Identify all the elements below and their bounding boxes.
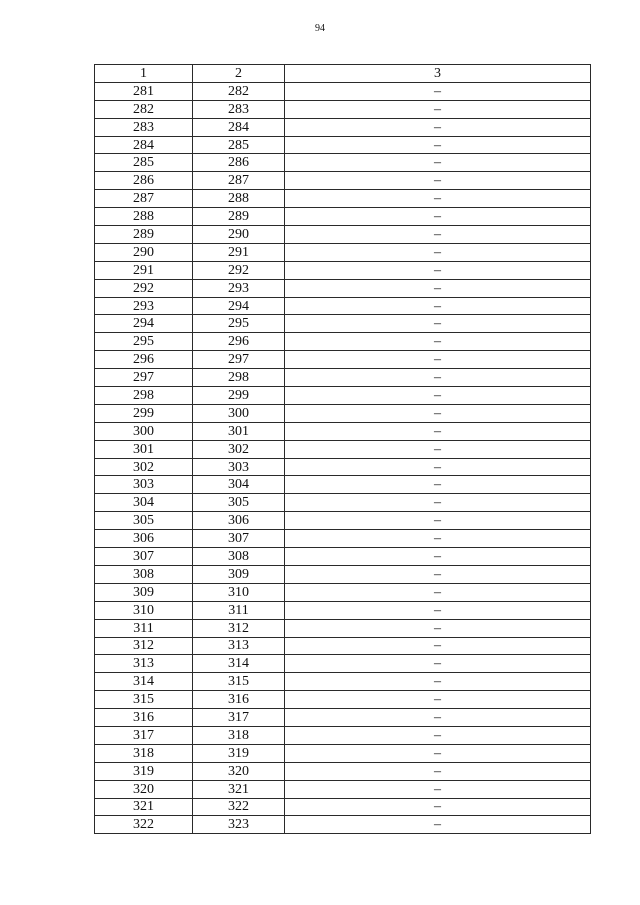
table-cell-col-2: 305 bbox=[193, 494, 285, 512]
table-cell-col-1: 322 bbox=[95, 816, 193, 834]
table-cell-col-2: 318 bbox=[193, 726, 285, 744]
table-cell-col-2: 300 bbox=[193, 404, 285, 422]
table-cell-col-3: – bbox=[285, 637, 591, 655]
table-cell-col-3: – bbox=[285, 709, 591, 727]
table-row bbox=[95, 315, 591, 333]
table-cell-col-2: 317 bbox=[193, 709, 285, 727]
table-row bbox=[95, 100, 591, 118]
table-row bbox=[95, 816, 591, 834]
table-cell-col-1: 318 bbox=[95, 744, 193, 762]
table-cell-col-3: – bbox=[285, 82, 591, 100]
table-cell-col-3: – bbox=[285, 333, 591, 351]
table-cell-col-2: 299 bbox=[193, 387, 285, 405]
table-cell-col-2: 286 bbox=[193, 154, 285, 172]
table-row bbox=[95, 440, 591, 458]
table-cell-col-2: 310 bbox=[193, 583, 285, 601]
table-cell-col-3: – bbox=[285, 798, 591, 816]
table-cell-col-1: 297 bbox=[95, 369, 193, 387]
table-cell-col-2: 319 bbox=[193, 744, 285, 762]
table-cell-col-3: – bbox=[285, 279, 591, 297]
table-cell-col-1: 299 bbox=[95, 404, 193, 422]
table-cell-col-2: 296 bbox=[193, 333, 285, 351]
table-cell-col-1: 292 bbox=[95, 279, 193, 297]
table-row bbox=[95, 279, 591, 297]
table-cell-col-2: 291 bbox=[193, 243, 285, 261]
table-cell-col-3: – bbox=[285, 190, 591, 208]
table-cell-col-1: 295 bbox=[95, 333, 193, 351]
table-cell-col-3: – bbox=[285, 100, 591, 118]
table-cell-col-1: 306 bbox=[95, 530, 193, 548]
table-cell-col-1: 281 bbox=[95, 82, 193, 100]
table-cell-col-3: – bbox=[285, 261, 591, 279]
table-cell-col-3: – bbox=[285, 154, 591, 172]
table-cell-col-3: – bbox=[285, 726, 591, 744]
table-cell-col-1: 311 bbox=[95, 619, 193, 637]
table-cell-col-2: 309 bbox=[193, 565, 285, 583]
table-row bbox=[95, 673, 591, 691]
table-cell-col-3: – bbox=[285, 601, 591, 619]
table-cell-col-3: – bbox=[285, 816, 591, 834]
table-cell-col-2: 316 bbox=[193, 691, 285, 709]
table-cell-col-1: 309 bbox=[95, 583, 193, 601]
table-cell-col-3: – bbox=[285, 404, 591, 422]
table-cell-col-2: 295 bbox=[193, 315, 285, 333]
table-cell-col-2: 290 bbox=[193, 226, 285, 244]
table-cell-col-1: 296 bbox=[95, 351, 193, 369]
table-cell-col-1: 315 bbox=[95, 691, 193, 709]
table-cell-col-1: 321 bbox=[95, 798, 193, 816]
table-row bbox=[95, 261, 591, 279]
table-cell-col-1: 317 bbox=[95, 726, 193, 744]
header-cell-2: 2 bbox=[193, 65, 285, 83]
table-cell-col-1: 308 bbox=[95, 565, 193, 583]
table-cell-col-1: 303 bbox=[95, 476, 193, 494]
table-cell-col-3: – bbox=[285, 136, 591, 154]
table-cell-col-1: 301 bbox=[95, 440, 193, 458]
table-cell-col-2: 292 bbox=[193, 261, 285, 279]
table-cell-col-3: – bbox=[285, 619, 591, 637]
table-row bbox=[95, 118, 591, 136]
table-cell-col-2: 293 bbox=[193, 279, 285, 297]
table-row bbox=[95, 583, 591, 601]
table-cell-col-2: 283 bbox=[193, 100, 285, 118]
table-cell-col-1: 313 bbox=[95, 655, 193, 673]
table-cell-col-3: – bbox=[285, 458, 591, 476]
table-cell-col-1: 300 bbox=[95, 422, 193, 440]
table-cell-col-2: 323 bbox=[193, 816, 285, 834]
table-row bbox=[95, 333, 591, 351]
table-cell-col-1: 310 bbox=[95, 601, 193, 619]
table-cell-col-3: – bbox=[285, 494, 591, 512]
table-cell-col-3: – bbox=[285, 548, 591, 566]
table-cell-col-2: 289 bbox=[193, 208, 285, 226]
table-row bbox=[95, 637, 591, 655]
table-cell-col-2: 297 bbox=[193, 351, 285, 369]
table-cell-col-3: – bbox=[285, 118, 591, 136]
page-number: 94 bbox=[315, 23, 325, 34]
table-row bbox=[95, 762, 591, 780]
table-cell-col-2: 301 bbox=[193, 422, 285, 440]
table-cell-col-1: 307 bbox=[95, 548, 193, 566]
table-cell-col-2: 308 bbox=[193, 548, 285, 566]
header-cell-3: 3 bbox=[285, 65, 591, 83]
table-cell-col-2: 303 bbox=[193, 458, 285, 476]
header-cell-1: 1 bbox=[95, 65, 193, 83]
table-cell-col-1: 319 bbox=[95, 762, 193, 780]
table-cell-col-1: 286 bbox=[95, 172, 193, 190]
table-cell-col-1: 293 bbox=[95, 297, 193, 315]
table-cell-col-1: 305 bbox=[95, 512, 193, 530]
table-row bbox=[95, 297, 591, 315]
table-cell-col-1: 283 bbox=[95, 118, 193, 136]
table-row bbox=[95, 404, 591, 422]
table-cell-col-3: – bbox=[285, 369, 591, 387]
table-cell-col-3: – bbox=[285, 351, 591, 369]
table-cell-col-3: – bbox=[285, 422, 591, 440]
data-table bbox=[94, 64, 591, 834]
table-cell-col-1: 298 bbox=[95, 387, 193, 405]
table-cell-col-3: – bbox=[285, 387, 591, 405]
table-cell-col-2: 287 bbox=[193, 172, 285, 190]
table-cell-col-2: 314 bbox=[193, 655, 285, 673]
table-cell-col-3: – bbox=[285, 744, 591, 762]
table-cell-col-1: 289 bbox=[95, 226, 193, 244]
table-row bbox=[95, 458, 591, 476]
table-row bbox=[95, 798, 591, 816]
table-cell-col-2: 312 bbox=[193, 619, 285, 637]
table-cell-col-2: 311 bbox=[193, 601, 285, 619]
table-row bbox=[95, 136, 591, 154]
table-cell-col-2: 321 bbox=[193, 780, 285, 798]
table-cell-col-3: – bbox=[285, 243, 591, 261]
table-row bbox=[95, 154, 591, 172]
table-row bbox=[95, 208, 591, 226]
table-row bbox=[95, 601, 591, 619]
table-row bbox=[95, 476, 591, 494]
table-cell-col-3: – bbox=[285, 512, 591, 530]
table-cell-col-2: 285 bbox=[193, 136, 285, 154]
table-row bbox=[95, 548, 591, 566]
table-cell-col-1: 316 bbox=[95, 709, 193, 727]
table-cell-col-3: – bbox=[285, 780, 591, 798]
table-cell-col-2: 294 bbox=[193, 297, 285, 315]
table-row bbox=[95, 369, 591, 387]
table-cell-col-3: – bbox=[285, 297, 591, 315]
table-cell-col-3: – bbox=[285, 762, 591, 780]
table-cell-col-2: 304 bbox=[193, 476, 285, 494]
table-cell-col-2: 284 bbox=[193, 118, 285, 136]
table-cell-col-2: 302 bbox=[193, 440, 285, 458]
table-row bbox=[95, 190, 591, 208]
table-cell-col-3: – bbox=[285, 476, 591, 494]
table-row bbox=[95, 744, 591, 762]
table-cell-col-3: – bbox=[285, 565, 591, 583]
table-cell-col-3: – bbox=[285, 208, 591, 226]
table-row bbox=[95, 655, 591, 673]
table-cell-col-1: 288 bbox=[95, 208, 193, 226]
table-cell-col-1: 304 bbox=[95, 494, 193, 512]
table-row bbox=[95, 530, 591, 548]
table-cell-col-2: 313 bbox=[193, 637, 285, 655]
table-cell-col-3: – bbox=[285, 440, 591, 458]
table-row bbox=[95, 691, 591, 709]
table-row bbox=[95, 172, 591, 190]
table-row bbox=[95, 565, 591, 583]
table-row bbox=[95, 387, 591, 405]
table-header bbox=[95, 65, 591, 83]
table-cell-col-1: 320 bbox=[95, 780, 193, 798]
table-cell-col-2: 306 bbox=[193, 512, 285, 530]
table-row bbox=[95, 780, 591, 798]
table-row bbox=[95, 82, 591, 100]
table-body bbox=[95, 82, 591, 833]
table-cell-col-3: – bbox=[285, 655, 591, 673]
table-cell-col-1: 302 bbox=[95, 458, 193, 476]
table-cell-col-1: 285 bbox=[95, 154, 193, 172]
table-row bbox=[95, 709, 591, 727]
table-cell-col-1: 282 bbox=[95, 100, 193, 118]
table-cell-col-1: 312 bbox=[95, 637, 193, 655]
table-cell-col-3: – bbox=[285, 530, 591, 548]
table-cell-col-1: 291 bbox=[95, 261, 193, 279]
table-cell-col-2: 307 bbox=[193, 530, 285, 548]
table-cell-col-2: 315 bbox=[193, 673, 285, 691]
table-cell-col-3: – bbox=[285, 172, 591, 190]
table-cell-col-3: – bbox=[285, 315, 591, 333]
table-row bbox=[95, 494, 591, 512]
table-cell-col-1: 290 bbox=[95, 243, 193, 261]
table-row bbox=[95, 351, 591, 369]
table-row bbox=[95, 619, 591, 637]
table-cell-col-1: 294 bbox=[95, 315, 193, 333]
table-row bbox=[95, 726, 591, 744]
table-cell-col-2: 322 bbox=[193, 798, 285, 816]
table-row bbox=[95, 243, 591, 261]
table-cell-col-1: 284 bbox=[95, 136, 193, 154]
table-cell-col-2: 298 bbox=[193, 369, 285, 387]
table-cell-col-3: – bbox=[285, 583, 591, 601]
table-cell-col-2: 320 bbox=[193, 762, 285, 780]
table-row bbox=[95, 512, 591, 530]
table-row bbox=[95, 422, 591, 440]
table-cell-col-1: 287 bbox=[95, 190, 193, 208]
table-cell-col-2: 288 bbox=[193, 190, 285, 208]
table-cell-col-3: – bbox=[285, 226, 591, 244]
table-cell-col-2: 282 bbox=[193, 82, 285, 100]
table-cell-col-3: – bbox=[285, 673, 591, 691]
table-row bbox=[95, 226, 591, 244]
table-cell-col-3: – bbox=[285, 691, 591, 709]
header-row bbox=[95, 65, 591, 83]
table-cell-col-1: 314 bbox=[95, 673, 193, 691]
